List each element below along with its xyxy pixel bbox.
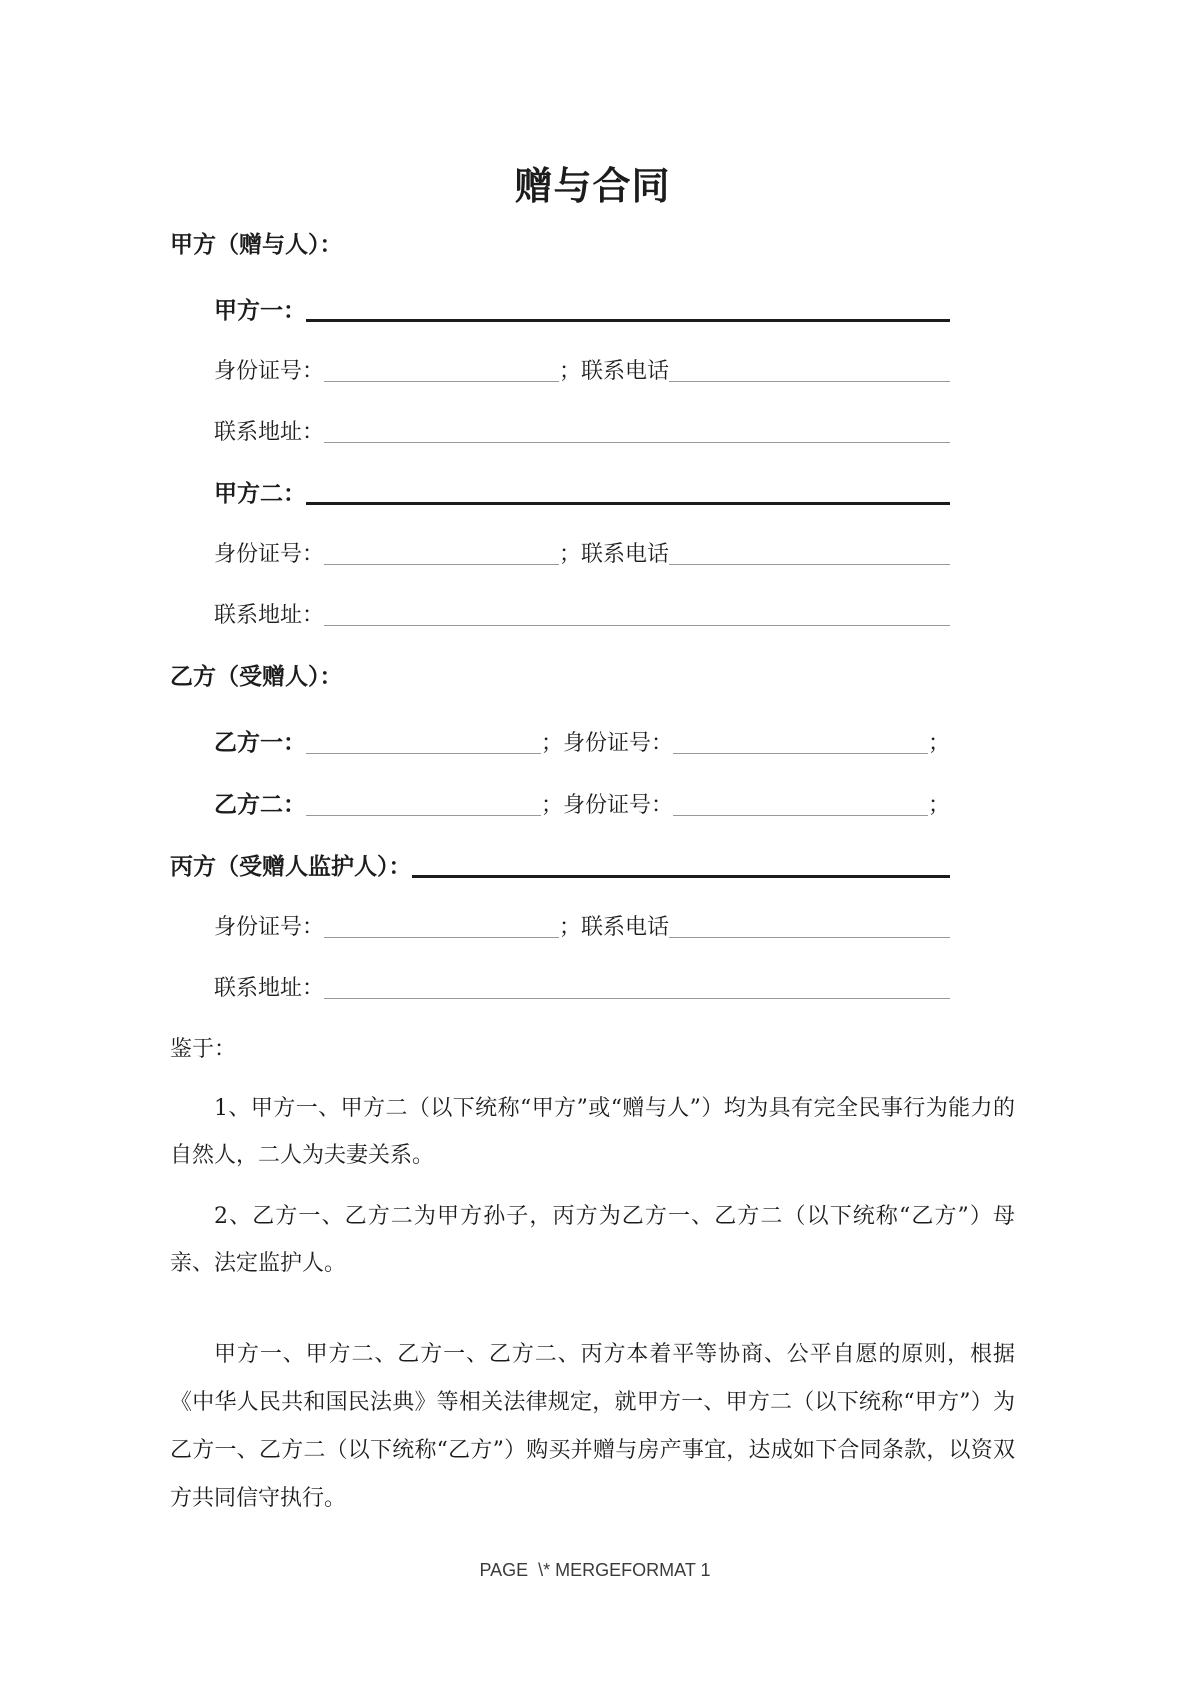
party-a2-address-blank — [324, 623, 950, 626]
page-footer-field-code: PAGE \* MERGEFORMAT 1 — [479, 1560, 711, 1580]
party-b1-label: 乙方一： — [214, 729, 306, 756]
party-b2-id-blank — [673, 813, 928, 816]
id-label: ；身份证号： — [541, 793, 674, 818]
party-a1-label: 甲方一： — [214, 297, 306, 324]
party-c-id-row — [214, 916, 950, 940]
id-label: 身份证号： — [214, 359, 325, 384]
party-c-phone-blank — [669, 935, 950, 938]
party-a2-id-blank — [324, 562, 559, 565]
party-a1-name-row — [214, 299, 950, 323]
party-b1-name-blank — [306, 751, 541, 754]
party-c-address-row — [214, 977, 950, 1001]
party-a1-phone-blank — [669, 379, 950, 382]
party-b2-name-blank — [306, 813, 541, 816]
id-label: 身份证号： — [214, 542, 325, 567]
address-label: 联系地址： — [214, 976, 325, 1001]
party-a1-id-blank — [324, 379, 559, 382]
party-a2-id-row — [214, 543, 950, 567]
party-c-id-blank — [324, 935, 559, 938]
party-a2-address-row — [214, 604, 950, 628]
party-c-address-blank — [324, 996, 950, 999]
party-c-name-row — [170, 855, 950, 879]
address-label: 联系地址： — [214, 603, 325, 628]
semicolon: ； — [927, 793, 950, 818]
id-label: 身份证号： — [214, 915, 325, 940]
party-a1-name-blank — [306, 317, 950, 322]
party-a2-name-blank — [306, 500, 950, 505]
document-title: 赠与合同 — [514, 163, 671, 208]
semicolon: ； — [927, 731, 950, 756]
party-b-heading: 乙方（受赠人）： — [170, 663, 343, 690]
party-b1-row — [214, 731, 950, 756]
party-a2-phone-blank — [669, 562, 950, 565]
whereas-heading: 鉴于： — [170, 1037, 237, 1062]
phone-label: ；联系电话 — [559, 915, 670, 940]
party-a1-address-row — [214, 421, 950, 445]
party-b2-row — [214, 793, 950, 818]
phone-label: ；联系电话 — [559, 359, 670, 384]
party-b1-id-blank — [673, 751, 928, 754]
address-label: 联系地址： — [214, 420, 325, 445]
whereas-item-2: 2、乙方一、乙方二为甲方孙子，丙方为乙方一、乙方二（以下统称“乙方”）母亲、法定监护人。 — [170, 1204, 1015, 1276]
party-a1-address-blank — [324, 440, 950, 443]
party-a2-name-row — [214, 482, 950, 506]
party-c-name-blank — [412, 873, 951, 878]
party-a2-label: 甲方二： — [214, 480, 306, 507]
id-label: ；身份证号： — [541, 731, 674, 756]
party-a1-id-row — [214, 360, 950, 384]
party-c-heading: 丙方（受赠人监护人）： — [170, 853, 412, 880]
phone-label: ；联系电话 — [559, 542, 670, 567]
party-a-heading: 甲方（赠与人）： — [170, 231, 343, 258]
closing-paragraph: 甲方一、甲方二、乙方一、乙方二、丙方本着平等协商、公平自愿的原则，根据《中华人民共和国民法典》等相关法律规定，就甲方一、甲方二（以下统称“甲方”）为乙方一、乙方二（以下统称“乙方”）购买并赠与房产事宜，达成如下合同条款，以资双方共同信守执行。 — [170, 1342, 1015, 1511]
whereas-item-1: 1、甲方一、甲方二（以下统称“甲方”或“赠与人”）均为具有完全民事行为能力的自然人，二人为夫妻关系。 — [170, 1096, 1015, 1168]
party-b2-label: 乙方二： — [214, 791, 306, 818]
